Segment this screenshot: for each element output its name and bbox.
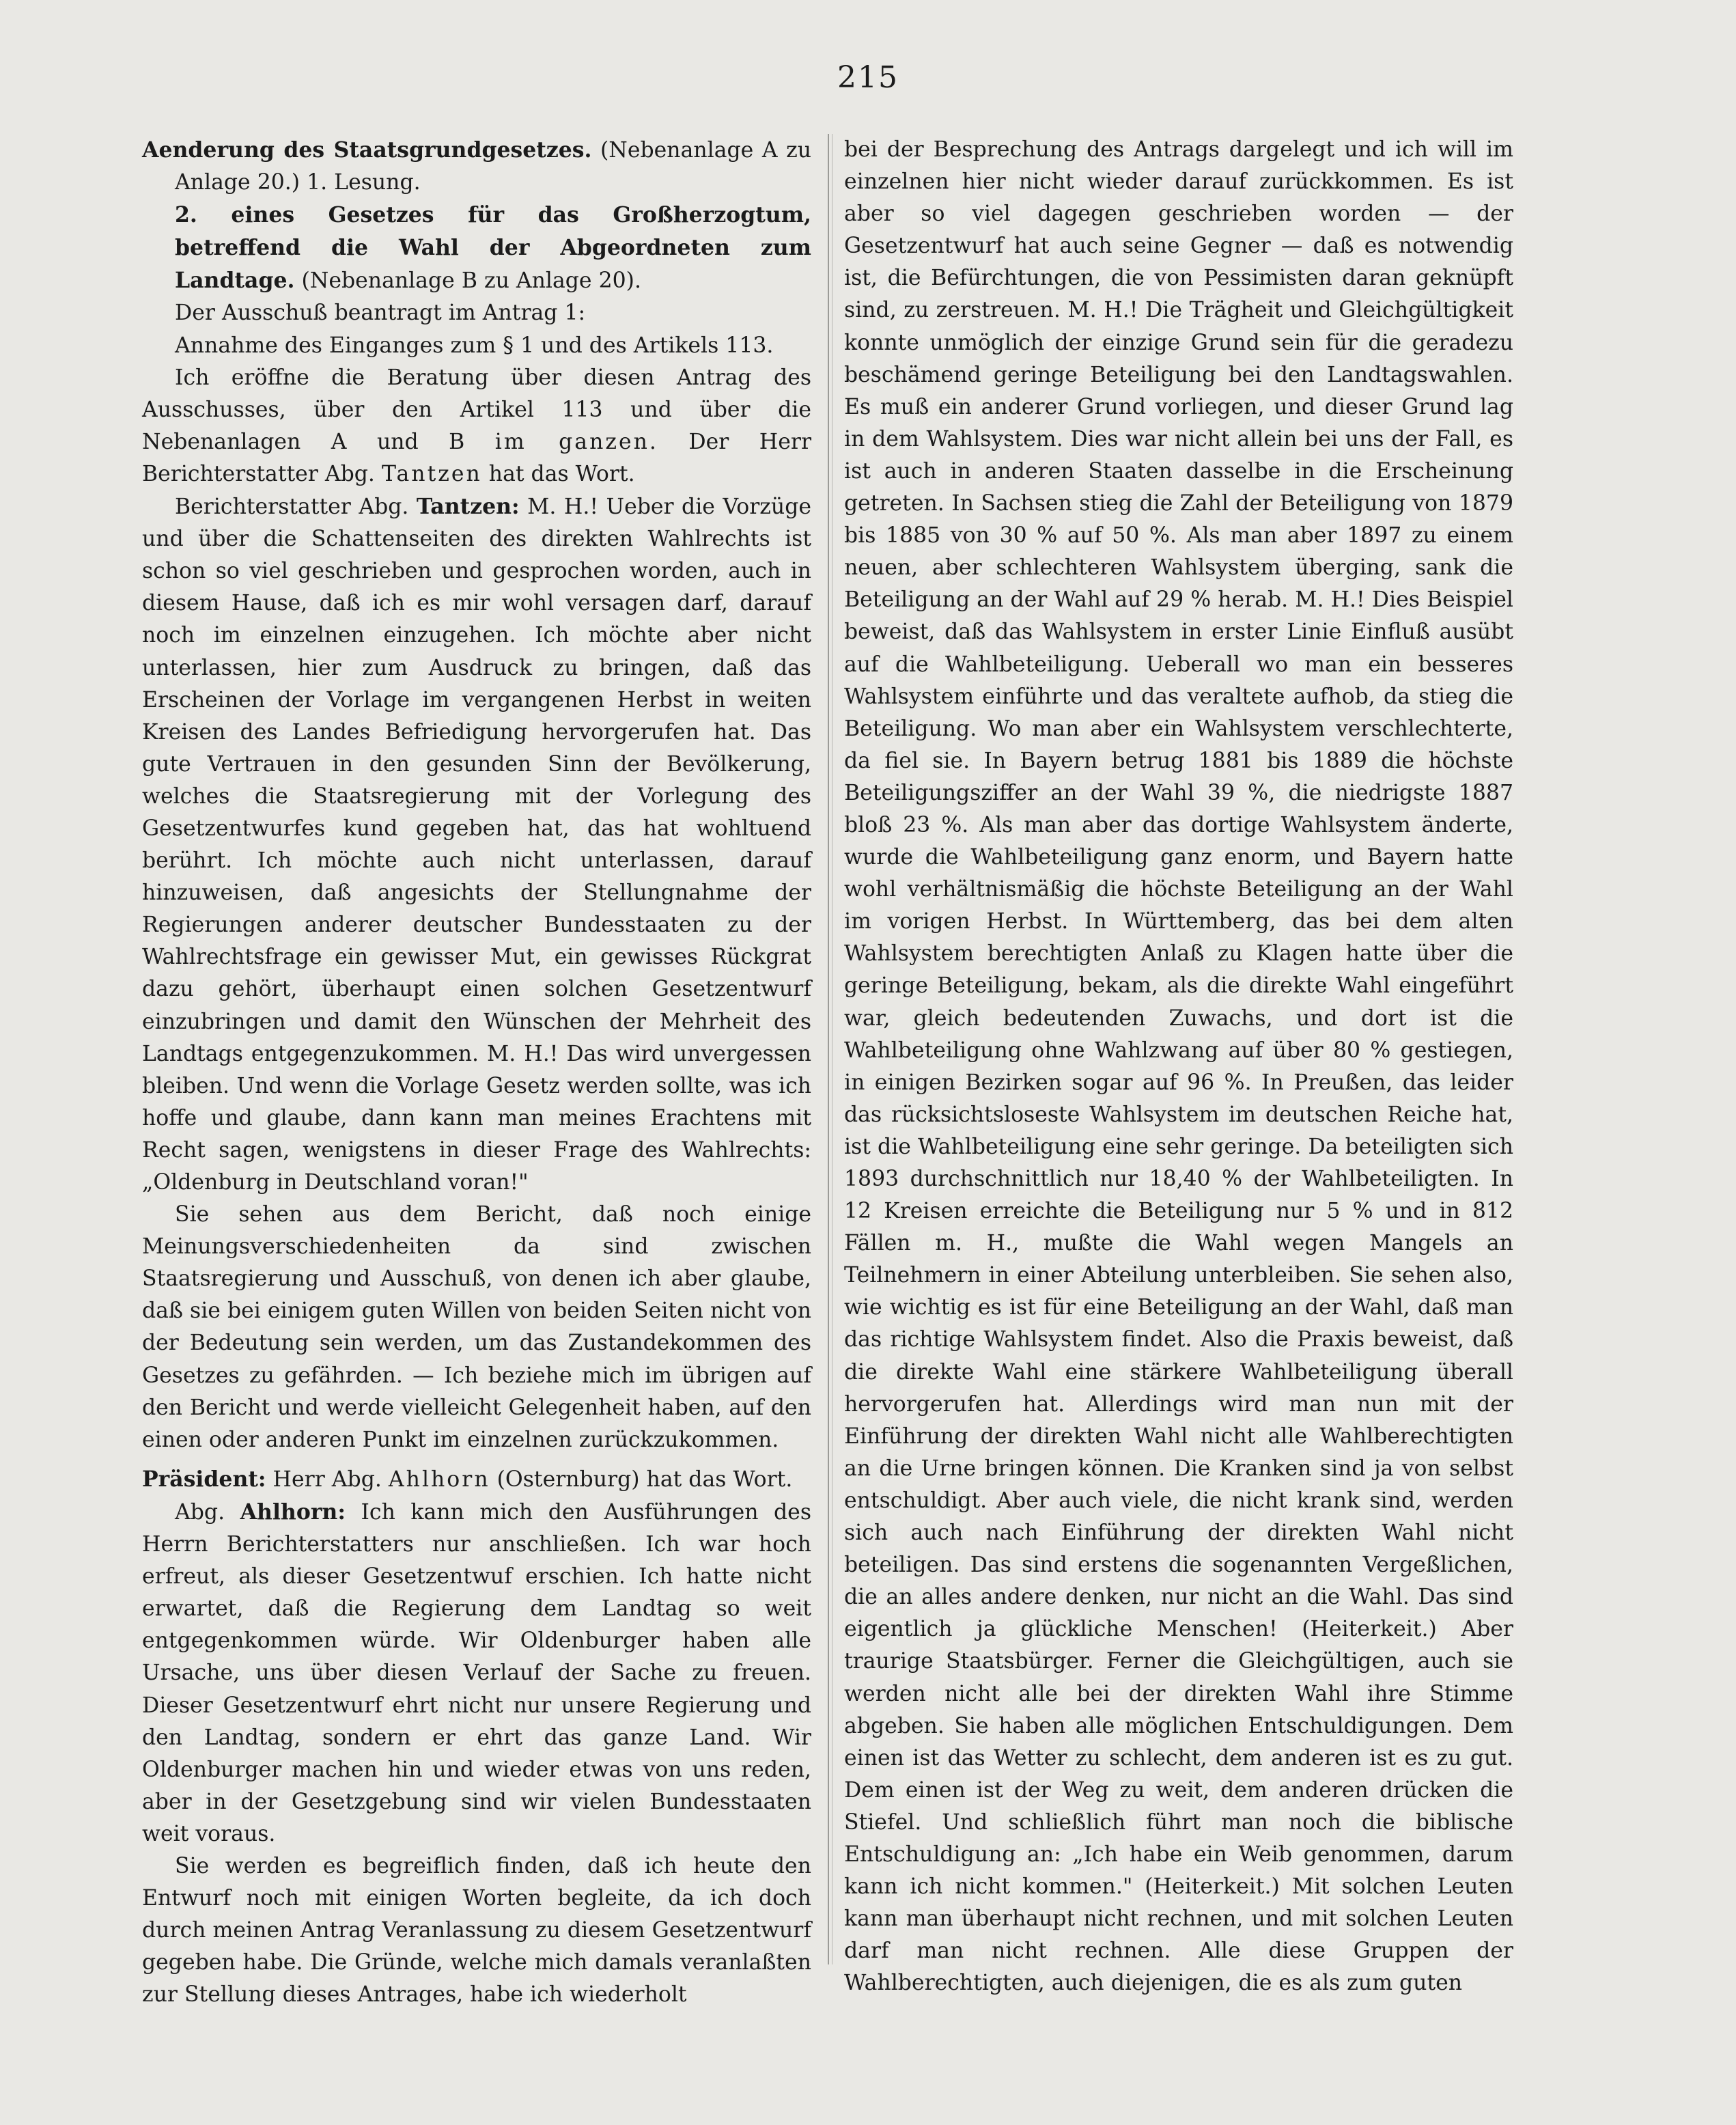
proposal-text: Annahme des Einganges zum § 1 und des Artikels 113. — [175, 333, 774, 358]
praesident-text: Herr Abg. — [266, 1467, 389, 1492]
agenda-item-1 — [142, 134, 811, 199]
speaker-role-ahlhorn: Abg. — [175, 1499, 240, 1525]
left-column — [142, 134, 811, 2011]
page-number: 215 — [837, 60, 899, 95]
speech-praesident — [142, 1463, 811, 1496]
speech-tantzen — [142, 490, 811, 1199]
agenda-item-2 — [142, 199, 811, 297]
speech-tantzen-text: M. H.! Ueber die Vorzüge und über die Schattenseiten des direkten Wahlrechts ist schon so viel geschrieben und gesprochen worden, auch in diesem Hause, daß ich es mir wohl versagen darf, darauf noch im einzelnen einzugehen. Ich möchte aber nicht unterlassen, hier zum Ausdruck zu bringen, daß das Erscheinen der Vorlage im vergangenen Herbst in weiten Kreisen des Landes Befriedigung hervorgerufen hat. Das gute Vertrauen in den gesunden Sinn der Bevölkerung, welches die Staatsregierung mit der Vorlegung des Gesetzentwurfes kund gegeben hat, das hat wohltuend berührt. Ich möchte auch nicht unterlassen, darauf hinzuweisen, daß angesichts der Stellungnahme der Regierungen anderer deutscher Bundesstaaten zu der Wahlrechtsfrage ein gewisser Mut, ein gewisses Rückgrat dazu gehört, überhaupt einen solchen Gesetzentwurf einzubringen und damit den Wünschen der Mehrheit des Landtags entgegenzukommen. M. H.! Das wird unvergessen bleiben. Und wenn die Vorlage Gesetz werden sollte, was ich hoffe und glaube, dann kann man meines Erachtens mit Recht sagen, wenigstens in dieser Frage des Wahlrechts: „Oldenburg in Deutschland voran!" — [142, 495, 811, 1195]
committee-proposal: Der Ausschuß beantragt im Antrag 1: — [175, 301, 586, 326]
debate-opening — [142, 362, 811, 490]
speaker-name-tantzen: Tantzen: — [416, 494, 520, 520]
agenda-item-2-note: (Nebenanlage B zu Anlage 20). — [294, 268, 641, 294]
speech-ahlhorn-p2: Sie werden es begreiflich finden, daß ich heute den Entwurf noch mit einigen Worten begleite, da ich doch durch meinen Antrag Veranlassung zu diesem Gesetzentwurf gegeben habe. Die Gründe, welche mich damals veranlaßten zur Stellung dieses Antrages, habe ich wiederholt — [142, 1853, 811, 2008]
speech-ahlhorn — [142, 1496, 811, 1850]
speaker-name-ahlhorn: Ahlhorn: — [240, 1499, 346, 1525]
debate-opening-spaced-1: im ganzen. — [494, 429, 658, 454]
speaker-role: Berichterstatter Abg. — [175, 495, 417, 520]
praesident-rest: (Osternburg) hat das Wort. — [490, 1467, 793, 1492]
agenda-item-1-title: Aenderung des Staatsgrundgesetzes. — [142, 137, 592, 163]
praesident-name: Ahlhorn — [388, 1467, 490, 1492]
debate-opening-c: hat das Wort. — [481, 461, 635, 486]
speech-ahlhorn-text: Ich kann mich den Ausführungen des Herrn Berichterstatters nur anschließen. Ich war hoch erfreut, als dieser Gesetzentwuf erschien. Ich hatte nicht erwartet, daß die Regierung dem Landtag so weit entgegenkommen würde. Wir Oldenburger haben alle Ursache, uns über diesen Verlauf der Sache zu freuen. Dieser Gesetzentwurf ehrt nicht nur unsere Regierung und den Landtag, sondern er ehrt das ganze Land. Wir Oldenburger machen hin und wieder etwas von uns reden, aber in der Gesetzgebung sind wir vielen Bundesstaaten weit voraus. — [142, 1499, 811, 1846]
speaker-praesident: Präsident: — [142, 1466, 266, 1492]
debate-opening-spaced-2: Tantzen — [381, 461, 482, 486]
speech-tantzen-p2: Sie sehen aus dem Bericht, daß noch einige Meinungsverschiedenheiten da sind zwischen Staatsregierung und Ausschuß, von denen ich aber glaube, daß sie bei einigem guten Willen von beiden Seiten nicht von der Bedeutung sein werden, um das Zustandekommen des Gesetzes zu gefährden. — Ich beziehe mich im übrigen auf den Bericht und werde vielleicht Gelegenheit haben, auf den einen oder anderen Punkt im einzelnen zurückzukommen. — [142, 1202, 811, 1452]
speech-ahlhorn-continued: bei der Besprechung des Antrags dargelegt und ich will im einzelnen hier nicht wieder darauf zurückkommen. Es ist aber so viel dagegen geschrieben worden — der Gesetzentwurf hat auch seine Gegner — daß es notwendig ist, die Befürchtungen, die von Pessimisten daran geknüpft sind, zu zerstreuen. M. H.! Die Trägheit und Gleichgültigkeit konnte unmöglich der einzige Grund sein für die geradezu beschämend geringe Beteiligung bei den Landtagswahlen. Es muß ein anderer Grund vorliegen, und dieser Grund lag in dem Wahlsystem. Dies war nicht allein bei uns der Fall, es ist auch in anderen Staaten dasselbe in die Erscheinung getreten. In Sachsen stieg die Zahl der Beteiligung von 1879 bis 1885 von 30 % auf 50 %. Als man aber 1897 zu einem neuen, aber schlechteren Wahlsystem überging, sank die Beteiligung an der Wahl auf 29 % herab. M. H.! Dies Beispiel beweist, daß das Wahlsystem in erster Linie Einfluß ausübt auf die Wahlbeteiligung. Ueberall wo man ein besseres Wahlsystem einführte und das veraltete aufhob, da stieg die Beteiligung. Wo man aber ein Wahlsystem verschlechterte, da fiel sie. In Bayern betrug 1881 bis 1889 die höchste Beteiligungsziffer an der Wahl 39 %, die niedrigste 1887 bloß 23 %. Als man aber das dortige Wahlsystem änderte, wurde die Wahlbeteiligung ganz enorm, und Bayern hatte wohl verhältnismäßig die höchste Beteiligung an der Wahl im vorigen Herbst. In Württemberg, das bei dem alten Wahlsystem berechtigten Anlaß zu Klagen hatte über die geringe Beteiligung, bekam, als die direkte Wahl eingeführt war, gleich bedeutenden Zuwachs, und dort ist die Wahlbeteiligung ohne Wahlzwang auf über 80 % gestiegen, in einigen Bezirken sogar auf 96 %. In Preußen, das leider das rücksichtsloseste Wahlsystem im deutschen Reiche hat, ist die Wahlbeteiligung eine sehr geringe. Da beteiligten sich 1893 durchschnittlich nur 18,40 % der Wahlbeteiligten. In 12 Kreisen erreichte die Beteiligung nur 5 % und in 812 Fällen m. H., mußte die Wahl wegen Mangels an Teilnehmern in einer Abteilung unterbleiben. Sie sehen also, wie wichtig es ist für eine Beteiligung an der Wahl, daß man das richtige Wahlsystem findet. Also die Praxis beweist, daß die direkte Wahl eine stärkere Wahlbeteiligung überall hervorgerufen hat. Allerdings wird man nun mit der Einführung der direkten Wahl nicht alle Wahlberechtigten an die Urne bringen können. Die Kranken sind ja von selbst entschuldigt. Aber auch viele, die nicht krank sind, werden sich auch nach Einführung der direkten Wahl nicht beteiligen. Das sind erstens die sogenannten Vergeßlichen, die an alles andere denken, nur nicht an die Wahl. Das sind eigentlich ja glückliche Menschen! (Heiterkeit.) Aber traurige Staatsbürger. Ferner die Gleichgültigen, auch sie werden nicht alle bei der direkten Wahl ihre Stimme abgeben. Sie haben alle möglichen Entschuldigungen. Dem einen ist das Wetter zu schlecht, dem anderen ist es zu gut. Dem einen ist der Weg zu weit, dem anderen drücken die Stiefel. Und schließlich führt man noch die biblische Entschuldigung an: „Ich habe ein Weib genommen, darum kann ich nicht kommen." (Heiterkeit.) Mit solchen Leuten kann man überhaupt nicht rechnen, und mit solchen Leuten darf man nicht rechnen. Alle diese Gruppen der Wahlberechtigten, auch diejenigen, die es als zum guten — [844, 137, 1513, 1996]
debate-opening-a: Ich eröffne die Beratung über diesen Antrag des Ausschusses, über den Artikel 113 und über die Nebenanlagen A und B — [142, 365, 811, 454]
debate-opening-b: Der Herr Berichterstatter Abg. — [142, 429, 812, 486]
agenda-item-2-title: 2. eines Gesetzes für das Großherzogtum, betreffend die Wahl der Abgeordneten zum Landtage. — [175, 202, 811, 294]
right-column — [844, 134, 1513, 1999]
column-rule — [828, 134, 829, 1964]
agenda-item-1-note: (Nebenanlage A zu Anlage 20.) 1. Lesung. — [175, 138, 811, 195]
